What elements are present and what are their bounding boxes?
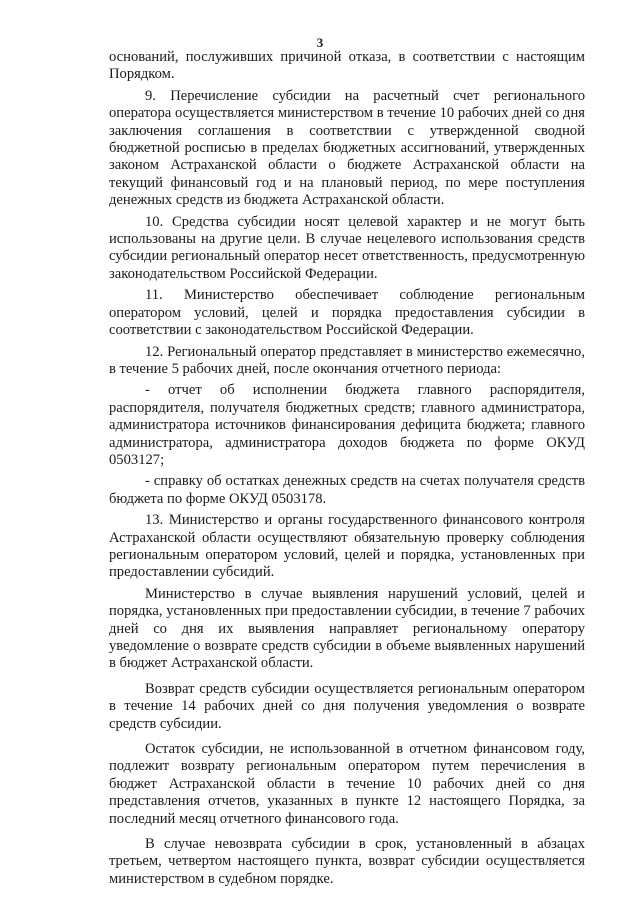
paragraph-11: 11. Министерство обеспечивает соблюдение региональным оператором условий, целей и порядка предоставления субсидии в соответствии с законодательством Российской Федерации. — [109, 287, 585, 339]
page-number: 3 — [316, 35, 324, 50]
paragraph-12: 12. Региональный оператор представляет в министерство ежемесячно, в течение 5 рабочих дней, после окончания отчетного периода: — [109, 343, 585, 377]
paragraph-13-part-4: Остаток субсидии, не использованной в отчетном финансовом году, подлежит возврату региональным оператором путем перечисления в бюджет Астраханской области в течение 10 рабочих дней со дня представления отчетов, указанных в пункте 12 настоящего Порядка, за последний месяц отчетного финансового года. — [109, 741, 585, 827]
paragraph-continuation: оснований, послуживших причиной отказа, в соответствии с настоящим Порядком. — [109, 49, 585, 83]
paragraph-10: 10. Средства субсидии носят целевой характер и не могут быть использованы на другие цели. В случае нецелевого использования средств субсидии региональный оператор несет ответственность, предусмотренную законодательством Российской Федерации. — [109, 213, 585, 282]
paragraph-12-item-2: - справку об остатках денежных средств на счетах получателя средств бюджета по форме ОКУД 0503178. — [109, 473, 585, 507]
document-body — [109, 49, 585, 892]
paragraph-13-part-3: Возврат средств субсидии осуществляется региональным оператором в течение 14 рабочих дней со дня получения уведомления о возврате средств субсидии. — [109, 680, 585, 732]
paragraph-13: 13. Министерство и органы государственного финансового контроля Астраханской области осуществляют обязательную проверку соблюдения региональным оператором условий, целей и порядка, установленных при предоставлении субсидий. — [109, 512, 585, 581]
paragraph-13-part-5: В случае невозврата субсидии в срок, установленный в абзацах третьем, четвертом настоящего пункта, возврат субсидии осуществляется министерством в судебном порядке. — [109, 836, 585, 887]
paragraph-9: 9. Перечисление субсидии на расчетный счет регионального оператора осуществляется министерством в течение 10 рабочих дней со дня заключения соглашения в соответствии с утвержденной сводной бюджетной росписью в пределах бюджетных ассигнований, утвержденных законом Астраханской области о бюджете Астраханской области на текущий финансовый год и на плановый период, по мере поступления денежных средств из бюджета Астраханской области. — [109, 87, 585, 209]
paragraph-12-item-1: - отчет об исполнении бюджета главного распорядителя, распорядителя, получателя бюджетных средств; главного администратора, администратора источников финансирования дефицита бюджета; главного администратора, администратора доходов бюджета по форме ОКУД 0503127; — [109, 382, 585, 468]
paragraph-13-part-2: Министерство в случае выявления нарушений условий, целей и порядка, установленных при предоставлении субсидии, в течение 7 рабочих дней со дня их выявления направляет региональному оператору уведомление о возврате средств субсидии в объеме выявленных нарушений в бюджет Астраханской области. — [109, 585, 585, 672]
